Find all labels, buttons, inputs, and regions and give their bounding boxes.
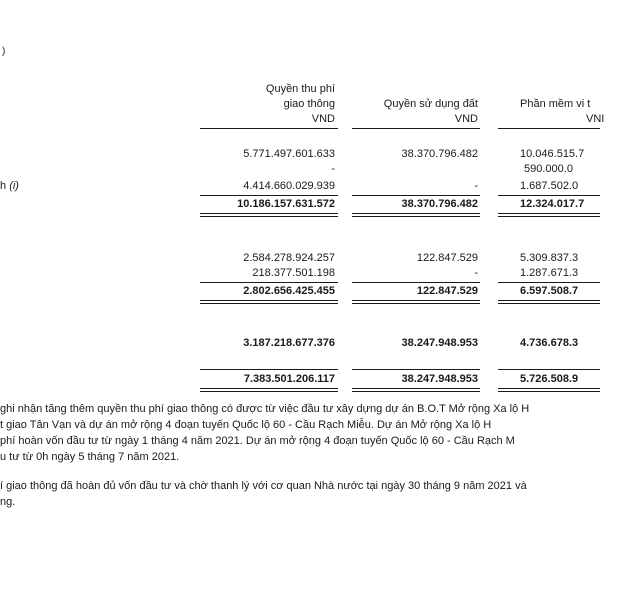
column-header-line: Quyền thu phí: [265, 83, 335, 95]
header-rule: [352, 128, 480, 129]
total-double-rule: [352, 300, 480, 304]
table-row: [0, 180, 600, 194]
table-row: [0, 148, 600, 162]
total-double-rule: [200, 213, 338, 217]
cell-software: 6.597.508.7: [520, 285, 579, 297]
cell-toll-rights: 10.186.157.631.572: [237, 198, 335, 210]
column-header-unit: VND: [311, 113, 335, 125]
cell-toll-rights: 2.802.656.425.455: [243, 285, 335, 297]
total-double-rule: [352, 388, 480, 392]
subtotal-rule: [352, 195, 480, 196]
cell-toll-rights: 2.584.278.924.257: [243, 252, 335, 264]
total-double-rule: [498, 388, 600, 392]
table-row: [0, 163, 600, 177]
note-line: ng.: [0, 496, 16, 508]
subtotal-rule: [352, 369, 480, 370]
subtotal-rule: [498, 282, 600, 283]
cell-land-use: 38.370.796.482: [401, 198, 478, 210]
cell-software: 1.687.502.0: [520, 180, 579, 192]
column-header-line: giao thông: [283, 98, 335, 110]
cell-software: 4.736.678.3: [520, 337, 579, 349]
column-header-toll-rights: [266, 82, 335, 127]
column-header-line: Phần mềm vi t: [520, 98, 591, 110]
subtotal-rule: [498, 195, 600, 196]
subtotal-rule: [200, 195, 338, 196]
cell-land-use: -: [474, 267, 478, 279]
page-edge-mark: ): [2, 46, 6, 57]
cell-toll-rights: -: [331, 163, 335, 175]
note-line: í giao thông đã hoàn đủ vốn đầu tư và chờ thanh lý với cơ quan Nhà nước tại ngày 30 tháng 9 năm 2021 và: [0, 480, 527, 492]
column-header-land-use-rights: [384, 97, 478, 127]
cell-toll-rights: 4.414.660.029.939: [243, 180, 335, 192]
subtotal-rule: [200, 282, 338, 283]
cell-land-use: 122.847.529: [416, 252, 478, 264]
cell-land-use: 122.847.529: [416, 285, 478, 297]
cell-toll-rights: 3.187.218.677.376: [243, 337, 335, 349]
note-line: u tư từ 0h ngày 5 tháng 7 năm 2021.: [0, 451, 180, 463]
note-line: phí hoàn vốn đầu tư từ ngày 1 tháng 4 năm 2021. Dự án mở rộng 4 đoạn tuyến Quốc lộ 60 - Cầu Rạch M: [0, 435, 515, 447]
table-row-grand-total: [0, 373, 600, 387]
cell-land-use: 38.247.948.953: [401, 337, 478, 349]
total-double-rule: [352, 213, 480, 217]
note-line: ghi nhận tăng thêm quyền thu phí giao thông có được từ việc đầu tư xây dựng dự án B.O.T Mở rộng Xa lộ H: [0, 403, 530, 415]
column-header-line: Quyền sử dụng đất: [383, 98, 478, 110]
total-double-rule: [498, 300, 600, 304]
total-double-rule: [498, 213, 600, 217]
cell-software: 10.046.515.7: [520, 148, 585, 160]
table-row: [0, 267, 600, 281]
cell-toll-rights: 218.377.501.198: [252, 267, 335, 279]
column-header-unit: VNI: [586, 113, 605, 125]
total-double-rule: [200, 388, 338, 392]
note-line: t giao Tân Vạn và dự án mở rộng 4 đoạn tuyến Quốc lộ 60 - Cầu Rạch Miễu. Dự án Mở rộng Xa lộ H: [0, 419, 492, 431]
cell-land-use: 38.247.948.953: [401, 373, 478, 385]
cell-toll-rights: 5.771.497.601.633: [243, 148, 335, 160]
header-rule: [498, 128, 600, 129]
header-rule: [200, 128, 338, 129]
row-label: h (i): [0, 180, 19, 192]
cell-software: 590.000.0: [524, 163, 573, 175]
table-row-total: [0, 337, 600, 351]
cell-land-use: -: [474, 180, 478, 192]
cell-software: 5.309.837.3: [520, 252, 579, 264]
cell-land-use: 38.370.796.482: [401, 148, 478, 160]
subtotal-rule: [498, 369, 600, 370]
footnote-marker: (i): [9, 180, 19, 192]
cell-toll-rights: 7.383.501.206.117: [243, 373, 335, 385]
cell-software: 12.324.017.7: [520, 198, 585, 210]
column-header-unit: VND: [454, 113, 478, 125]
table-row-total: [0, 285, 600, 299]
cell-software: 1.287.671.3: [520, 267, 579, 279]
cell-software: 5.726.508.9: [520, 373, 579, 385]
table-row-total: [0, 198, 600, 212]
table-row: [0, 252, 600, 266]
subtotal-rule: [352, 282, 480, 283]
total-double-rule: [200, 300, 338, 304]
subtotal-rule: [200, 369, 338, 370]
column-header-software: [520, 97, 604, 127]
